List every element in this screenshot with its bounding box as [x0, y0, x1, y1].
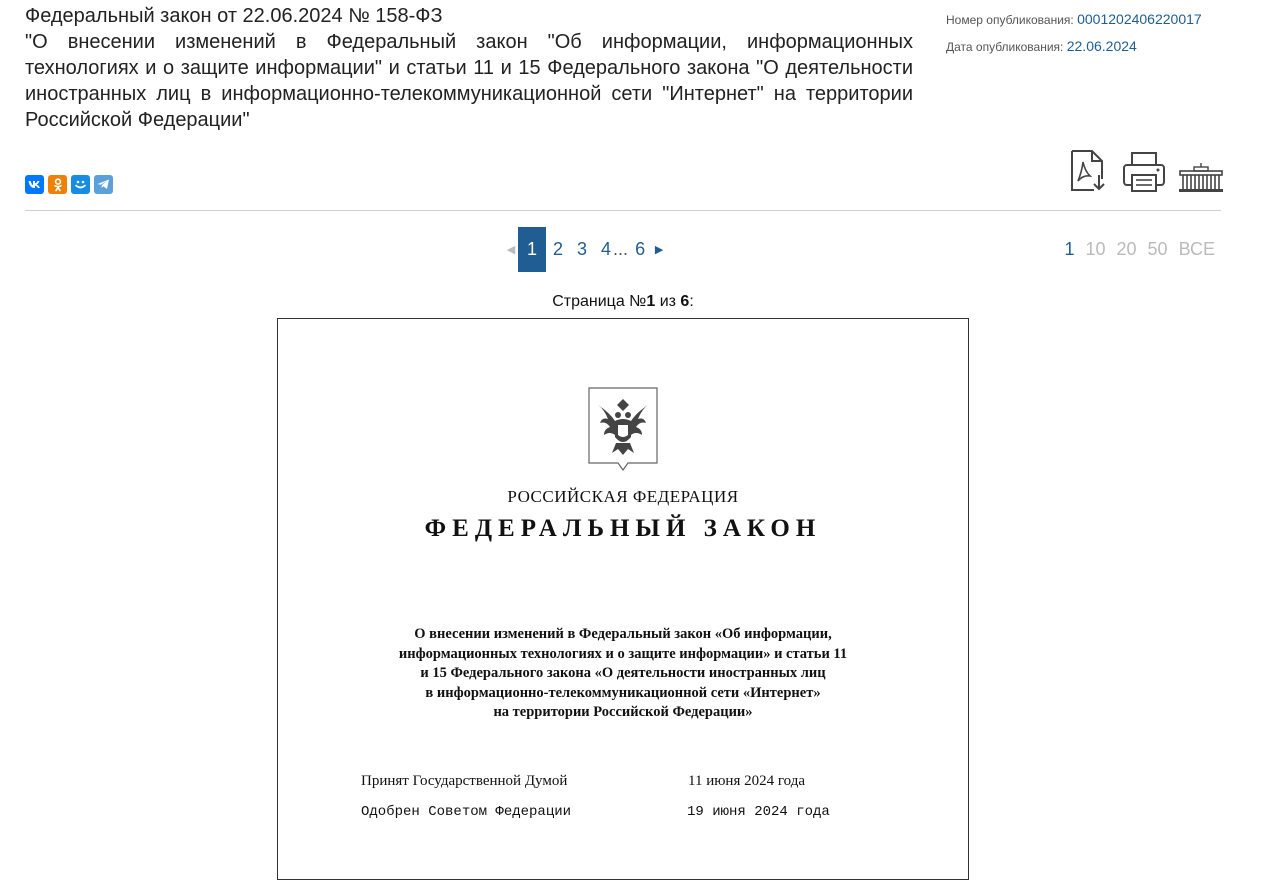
ok-icon[interactable]	[48, 175, 67, 194]
per-page-option-10[interactable]: 10	[1085, 239, 1106, 259]
next-page-arrow-icon[interactable]: ▶	[654, 244, 664, 256]
page-link-4[interactable]: 4	[601, 239, 612, 259]
publication-number-label: Номер опубликования:	[946, 13, 1074, 27]
print-icon[interactable]	[1122, 151, 1166, 193]
publication-date-row	[946, 33, 1202, 60]
law-subject-line: в информационно-телекоммуникационной сети «Интернет»	[425, 684, 821, 701]
per-page-selector	[1064, 239, 1215, 260]
document-title-block	[25, 3, 913, 133]
per-page-option-1[interactable]: 1	[1064, 239, 1075, 259]
publication-meta	[946, 6, 1202, 60]
document-tools	[1068, 149, 1224, 193]
page-link-1[interactable]: 1	[518, 227, 546, 272]
law-name: "О внесении изменений в Федеральный закон "Об информации, информационных технологиях и о защите информации" и статьи 11 и 15 Федерального закона "О деятельности иностранных лиц в информационно-телекоммуникационной сети "Интернет" на территории Российской Федерации"	[25, 31, 913, 131]
page-link-last[interactable]: 6	[635, 239, 646, 259]
pagination-ellipsis: ...	[613, 239, 629, 259]
coat-of-arms-icon	[588, 387, 658, 471]
adopted-label: Принят Государственной Думой	[361, 773, 568, 789]
adopted-date: 11 июня 2024 года	[688, 773, 805, 789]
page-indicator-total: 6	[680, 293, 690, 310]
page-indicator-current: 1	[646, 293, 656, 310]
divider	[25, 210, 1221, 211]
page-indicator	[0, 293, 1246, 311]
adopted-row	[361, 773, 881, 790]
vk-icon[interactable]	[25, 175, 44, 194]
telegram-icon[interactable]	[94, 175, 113, 194]
page-link-2[interactable]: 2	[553, 239, 564, 259]
per-page-option-all[interactable]: ВСЕ	[1178, 239, 1215, 259]
approved-date: 19 июня 2024 года	[687, 804, 830, 820]
per-page-option-50[interactable]: 50	[1147, 239, 1168, 259]
social-share-bar	[25, 175, 113, 194]
publication-number-value: 0001202406220017	[1077, 11, 1202, 27]
per-page-option-20[interactable]: 20	[1116, 239, 1137, 259]
document-page-scan	[277, 318, 969, 880]
pdf-download-icon[interactable]	[1068, 149, 1110, 193]
approved-label: Одобрен Советом Федерации	[361, 804, 572, 820]
publication-number-row	[946, 6, 1202, 33]
page-indicator-suffix: :	[689, 293, 694, 310]
page-link-3[interactable]: 3	[577, 239, 588, 259]
moimir-icon[interactable]	[71, 175, 90, 194]
publication-date-value: 22.06.2024	[1066, 38, 1137, 54]
document-heading: Федеральный закон от 22.06.2024 № 158-ФЗ	[25, 5, 443, 27]
page-indicator-prefix: Страница №	[552, 293, 647, 310]
page-indicator-middle: из	[655, 293, 681, 310]
approved-row	[361, 804, 881, 820]
publication-date-label: Дата опубликования:	[946, 40, 1064, 54]
law-type-heading: ФЕДЕРАЛЬНЫЙ ЗАКОН	[424, 515, 822, 542]
law-subject	[278, 625, 968, 723]
duma-building-icon[interactable]	[1178, 163, 1224, 193]
prev-page-arrow-icon[interactable]: ◀	[506, 244, 516, 256]
pagination	[504, 227, 666, 272]
country-heading: РОССИЙСКАЯ ФЕДЕРАЦИЯ	[507, 487, 739, 506]
law-subject-line: информационных технологиях и о защите информации» и статьи 11	[398, 645, 848, 662]
law-subject-line: и 15 Федерального закона «О деятельности иностранных лиц	[420, 665, 826, 681]
law-subject-line: на территории Российской Федерации»	[493, 704, 753, 720]
law-subject-line: О внесении изменений в Федеральный закон «Об информации,	[414, 626, 832, 642]
